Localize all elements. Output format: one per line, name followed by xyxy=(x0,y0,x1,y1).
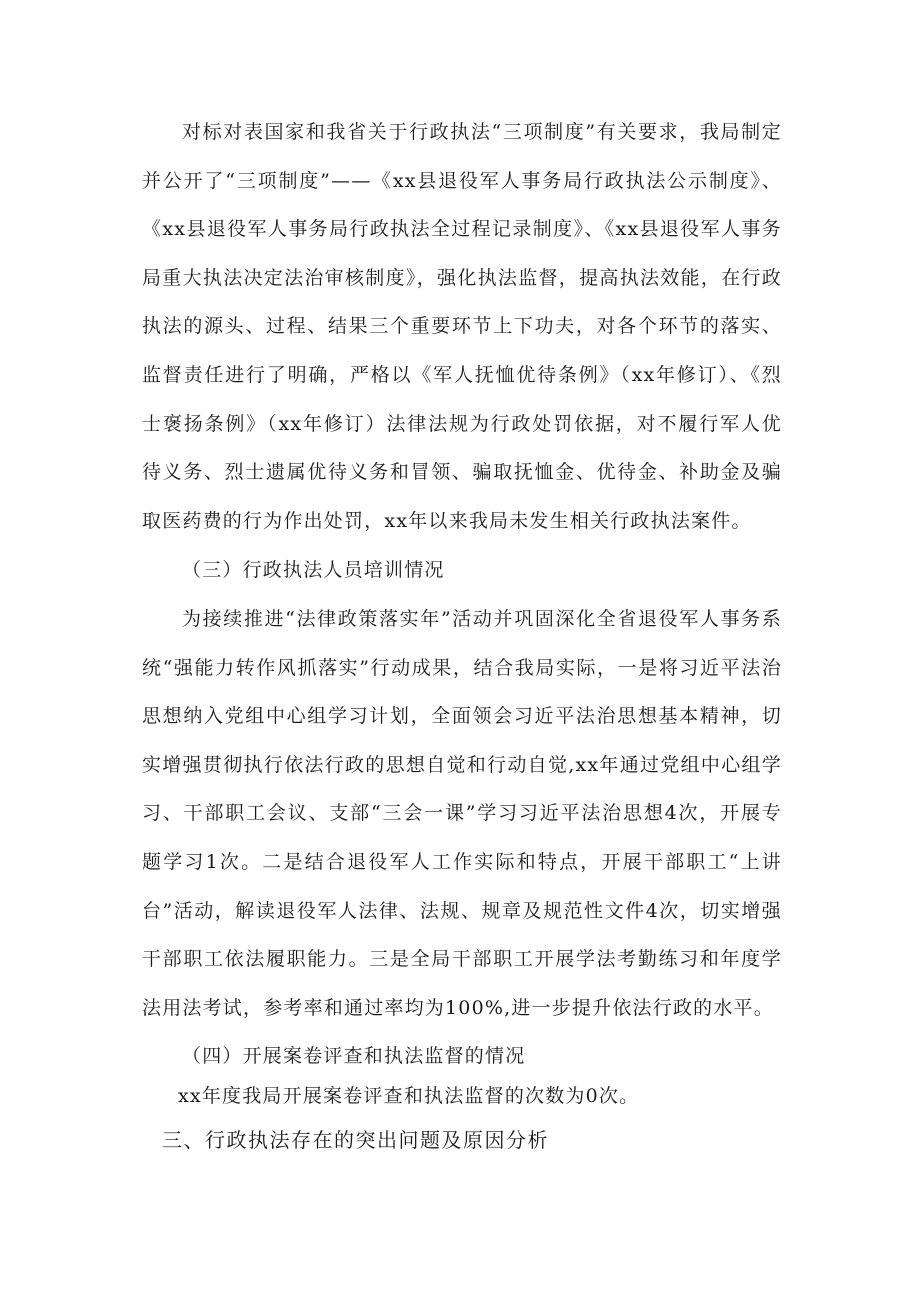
paragraph-case-review: xx年度我局开展案卷评查和执法监督的次数为0次。 xyxy=(178,1085,640,1107)
heading-training: （三）行政执法人员培训情况 xyxy=(182,559,445,581)
paragraph-three-systems: 对标对表国家和我省关于行政执法“三项制度”有关要求，我局制定并公开了“三项制度”——《xx县退役军人事务局行政执法公示制度》、《xx县退役军人事务局行政执法全过程记录制度》、《xx县退役军人事务局重大执法决定法治审核制度》，强化执法监督，提高执法效能，在行政执法的源头、过程、结果三个重要环节上下功夫，对各个环节的落实、监督责任进行了明确，严格以《军人抚恤优待条例》（xx年修订）、《烈士褒扬条例》（xx年修订）法律法规为行政处罚依据，对不履行军人优待义务、烈士遗属优待义务和冒领、骗取抚恤金、优待金、补助金及骗取医药费的行为作出处罚，xx年以来我局未发生相关行政执法案件。 xyxy=(142,121,782,532)
heading-case-review: （四）开展案卷评查和执法监督的情况 xyxy=(182,1045,526,1067)
section-heading-problems: 三、行政执法存在的突出问题及原因分析 xyxy=(162,1128,549,1152)
paragraph-training: 为接续推进“法律政策落实年”活动并巩固深化全省退役军人事务系统“强能力转作风抓落实”行动成果，结合我局实际，一是将习近平法治思想纳入党组中心组学习计划，全面领会习近平法治思想基本精神，切实增强贯彻执行依法行政的思想自觉和行动自觉,xx年通过党组中心组学习、干部职工会议、支部“三会一课”学习习近平法治思想4次，开展专题学习1次。二是结合退役军人工作实际和特点，开展干部职工“上讲台”活动，解读退役军人法律、法规、规章及规范性文件4次，切实增强干部职工依法履职能力。三是全局干部职工开展学法考勤练习和年度学法用法考试，参考率和通过率均为100%,进一步提升依法行政的水平。 xyxy=(142,608,782,1019)
